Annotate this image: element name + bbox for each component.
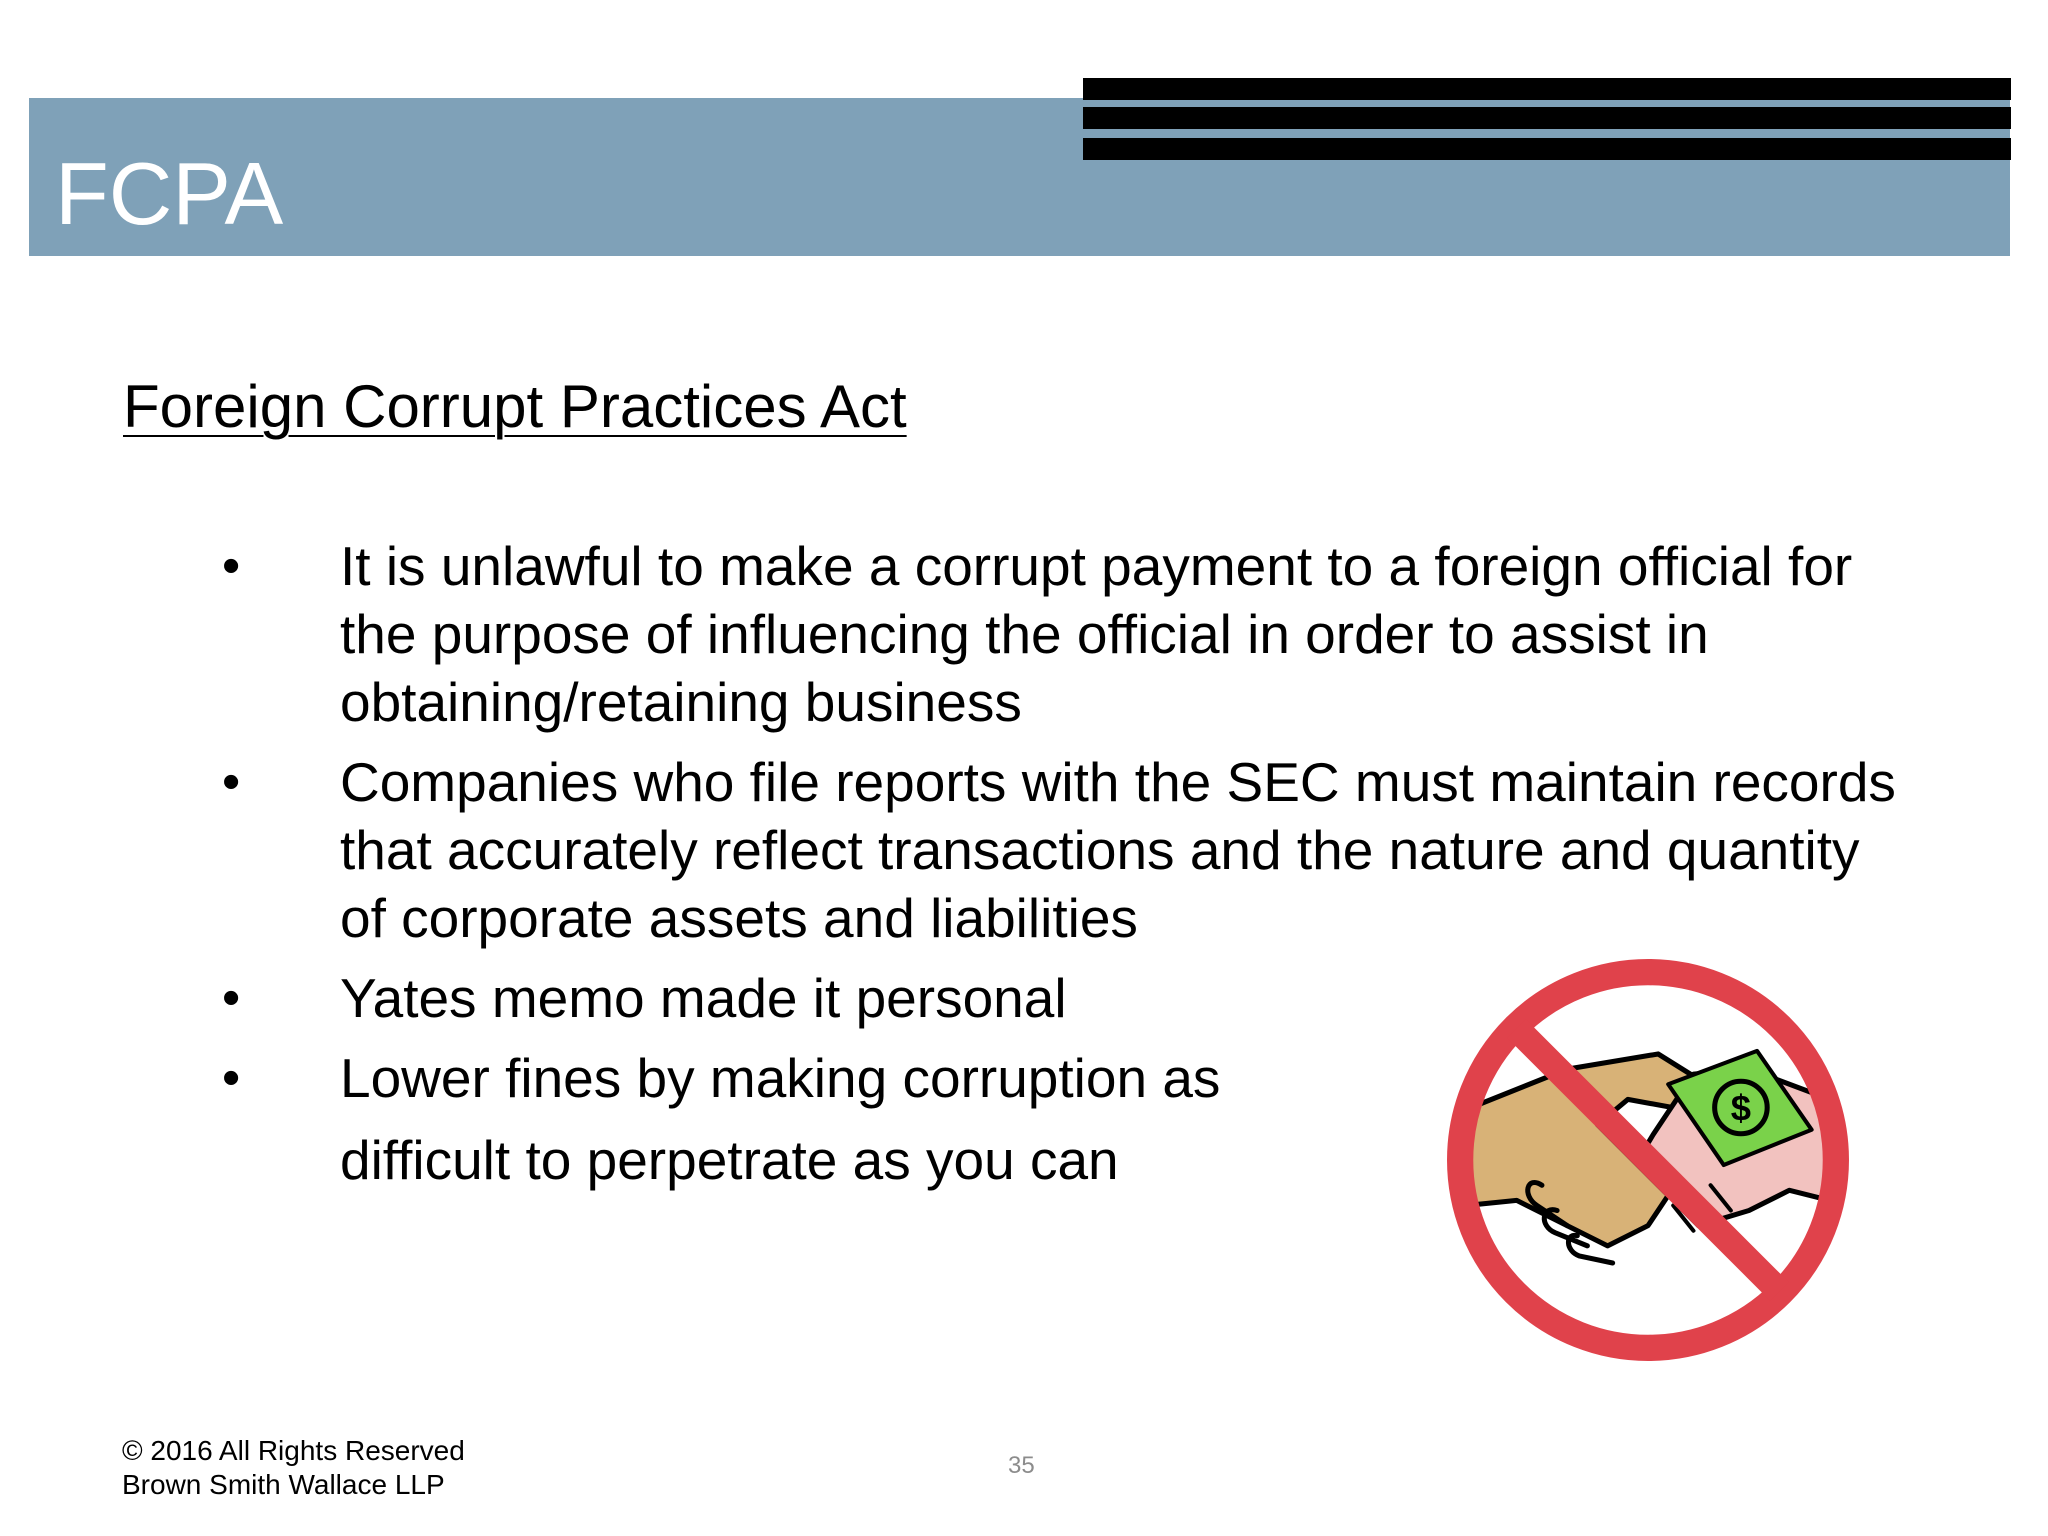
header-stripe <box>1083 138 2011 160</box>
bullet-item <box>0 748 2048 952</box>
company-name: Brown Smith Wallace LLP <box>122 1469 445 1500</box>
copyright-text: © 2016 All Rights Reserved <box>122 1435 465 1466</box>
slide-subtitle: Foreign Corrupt Practices Act <box>123 373 907 440</box>
footer-copyright <box>122 1434 465 1502</box>
bullet-line: difficult to perpetrate as you can <box>340 1129 1119 1191</box>
header-stripe <box>1083 78 2011 100</box>
bullet-line: It is unlawful to make a corrupt payment to a foreign official for the purpose of influencing the official in order to assist in obtaining/retaining business <box>340 535 1853 733</box>
bullet-line: Yates memo made it personal <box>340 967 1067 1029</box>
bullet-text <box>340 748 1920 952</box>
bullet-line: Lower fines by making corruption as <box>340 1047 1221 1109</box>
currency-symbol: $ <box>1730 1087 1752 1129</box>
bullet-line: Companies who file reports with the SEC must maintain records that accurately reflect transactions and the nature and quantity of corporate assets and liabilities <box>340 751 1896 949</box>
header-stripe <box>1083 107 2011 129</box>
bullet-dot: • <box>222 969 241 1027</box>
bullet-item <box>0 532 2048 736</box>
bullet-dot: • <box>222 753 241 811</box>
bullet-text <box>340 532 1920 736</box>
bullet-dot: • <box>222 1049 241 1107</box>
slide-title: FCPA <box>55 144 284 243</box>
bullet-dot: • <box>222 537 241 595</box>
no-bribery-icon <box>1446 958 1850 1362</box>
page-number: 35 <box>1008 1452 1035 1479</box>
